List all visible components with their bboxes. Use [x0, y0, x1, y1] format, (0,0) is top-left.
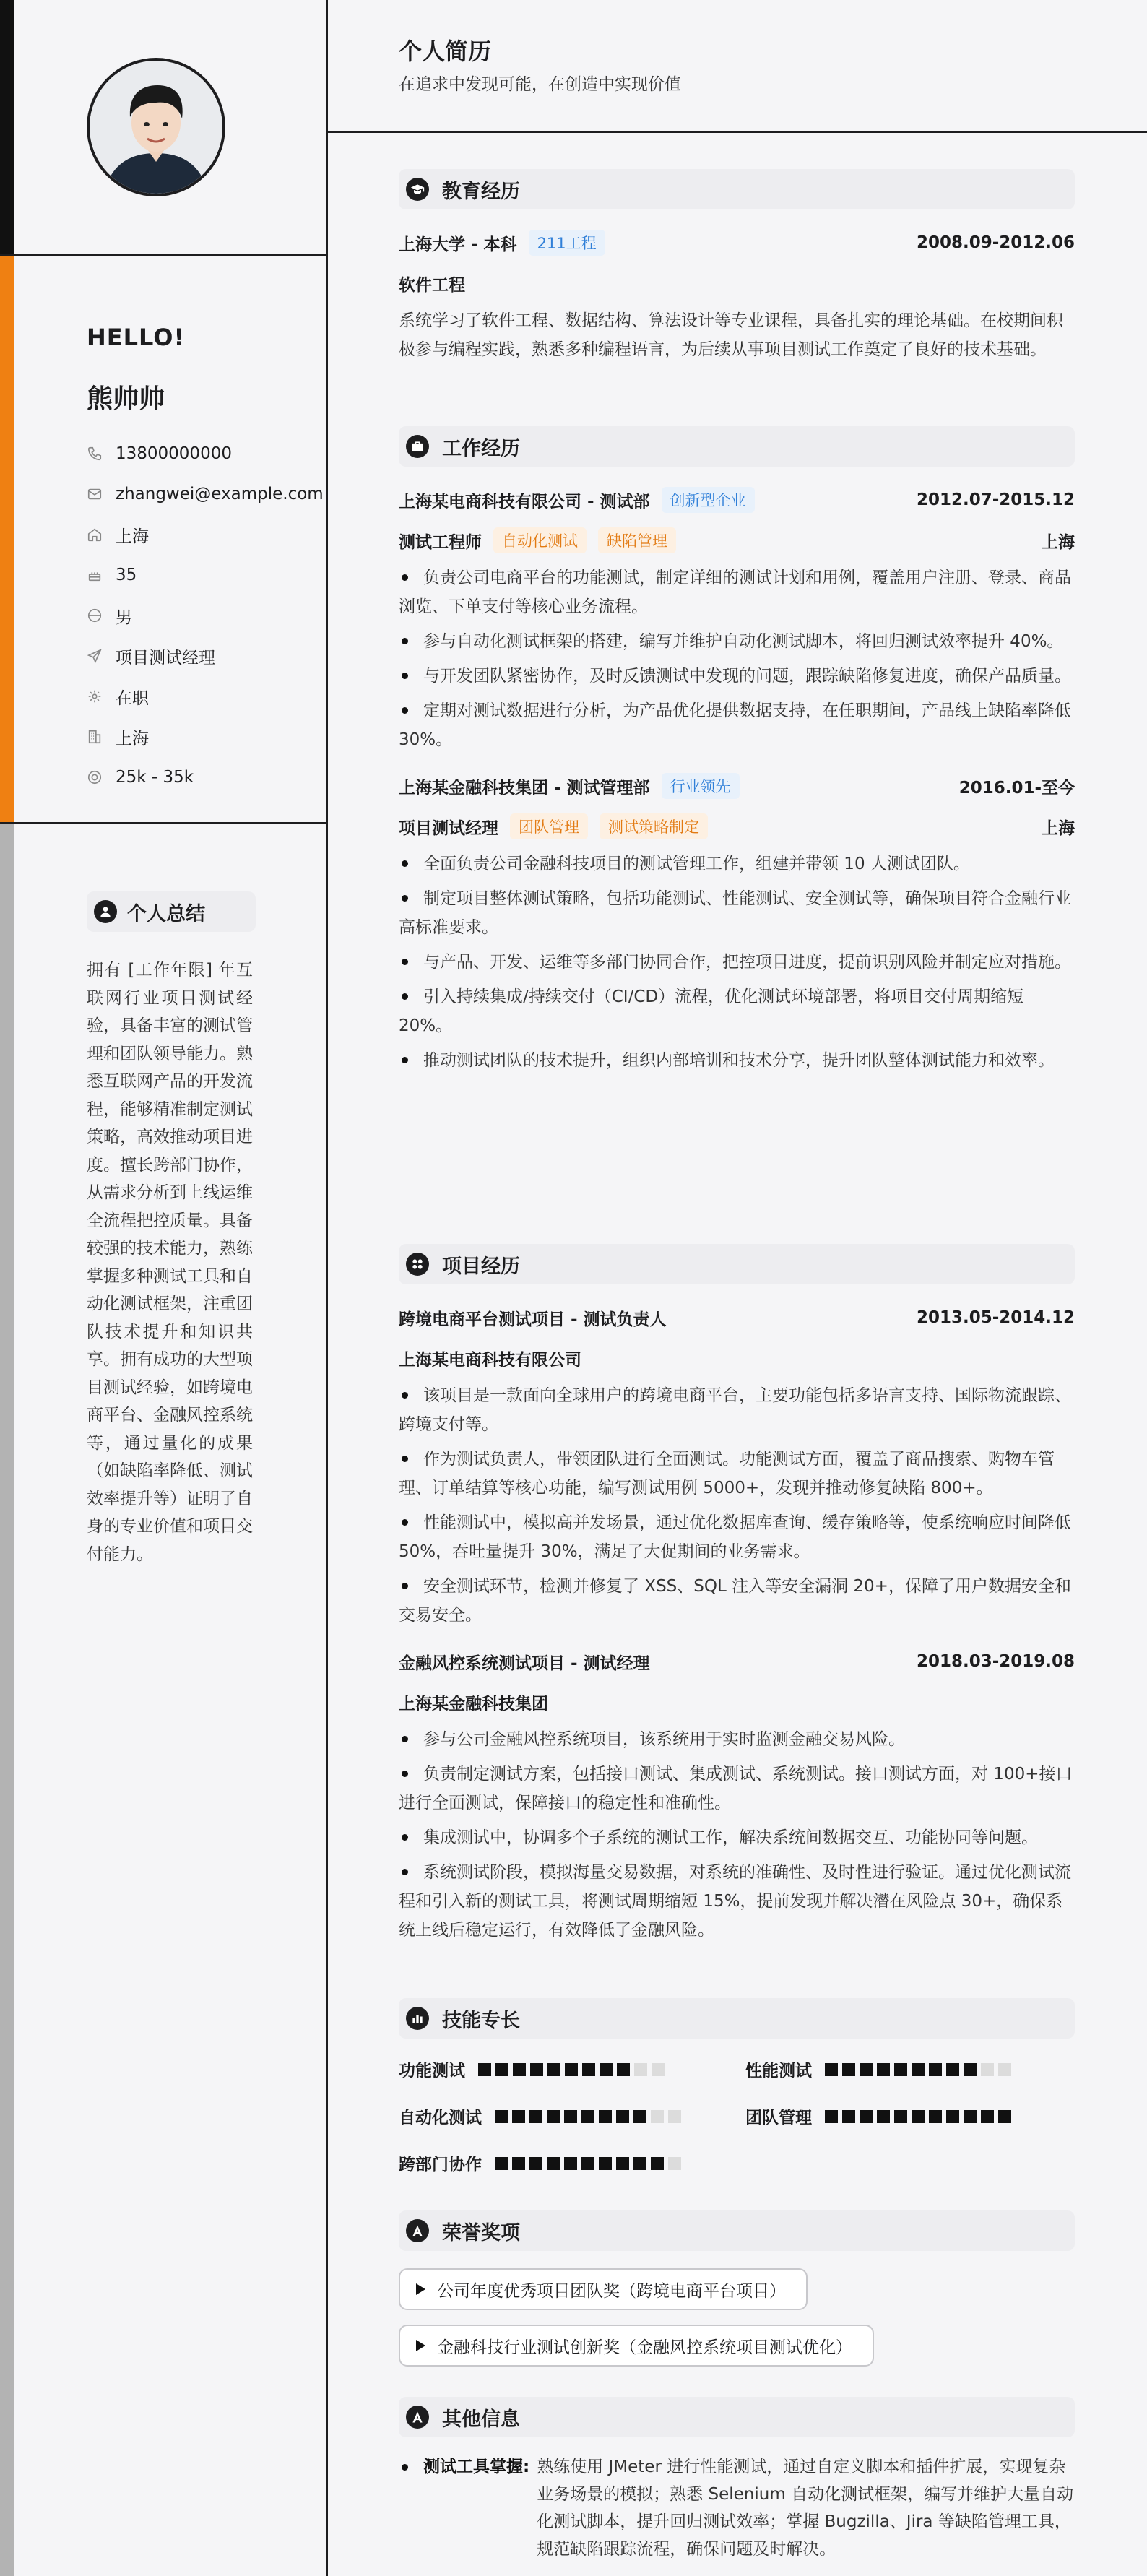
- project-header: [399, 1297, 1075, 1338]
- info-gender: [87, 595, 324, 636]
- skills-heading: [399, 1998, 1075, 2039]
- age-icon: [87, 567, 103, 583]
- briefcase-icon: [406, 435, 429, 458]
- skill-level-filled: [478, 2063, 491, 2076]
- skill-level-bar: [495, 2110, 685, 2123]
- school-name: 上海大学 - 本科: [399, 235, 517, 254]
- skill-level-filled: [929, 2110, 942, 2123]
- skill-level-filled: [495, 2157, 508, 2170]
- info-value: 35: [116, 566, 137, 584]
- skill-level-filled: [651, 2157, 664, 2170]
- other-heading: [399, 2397, 1075, 2437]
- job-period: 2012.07-2015.12: [916, 490, 1075, 509]
- skill-level-filled: [495, 2063, 508, 2076]
- skill-item: [745, 2104, 1075, 2128]
- skill-level-bar: [825, 2110, 1016, 2123]
- info-icon: [406, 2406, 429, 2429]
- sidebar: [0, 0, 328, 2576]
- skill-level-filled: [512, 2157, 525, 2170]
- info-value: 25k - 35k: [116, 768, 194, 787]
- page-subtitle: 在追求中发现可能，在创造中实现价值: [399, 75, 681, 94]
- major: 软件工程: [399, 275, 465, 295]
- skill-level-empty: [981, 2063, 994, 2076]
- contact-info-list: [87, 433, 324, 798]
- skill-level-filled: [547, 2110, 560, 2123]
- job-role: 测试工程师: [399, 532, 482, 552]
- hello-heading: HELLO!: [87, 324, 186, 351]
- section-title: 其他信息: [442, 2408, 520, 2431]
- project-header: [399, 1641, 1075, 1682]
- list-item: 安全测试环节，检测并修复了 XSS、SQL 注入等安全漏洞 20+，保障了用户数据安全和交易安全。: [399, 1572, 1075, 1630]
- skill-level-filled: [825, 2063, 838, 2076]
- company-tag: 创新型企业: [662, 487, 755, 513]
- skill-name: 自动化测试: [399, 2109, 482, 2127]
- skill-level-filled: [617, 2063, 630, 2076]
- skill-level-filled: [600, 2063, 613, 2076]
- job-header: [399, 480, 1075, 520]
- job-header: [399, 766, 1075, 806]
- education-section: [399, 169, 1075, 364]
- skill-level-filled: [912, 2063, 925, 2076]
- project-bullets: [399, 1725, 1075, 1945]
- role-tag: 团队管理: [510, 813, 588, 839]
- award-icon: [406, 2219, 429, 2242]
- skill-level-bar: [825, 2063, 1016, 2076]
- skill-level-empty: [634, 2063, 647, 2076]
- summary-heading: [87, 891, 256, 932]
- gender-icon: [87, 608, 103, 623]
- project-company: 上海某电商科技有限公司: [399, 1350, 581, 1370]
- skill-level-filled: [860, 2063, 873, 2076]
- skill-name: 团队管理: [745, 2109, 812, 2127]
- skill-level-filled: [981, 2110, 994, 2123]
- award-item[interactable]: [399, 2268, 808, 2310]
- skill-level-filled: [946, 2063, 959, 2076]
- project-name: 金融风控系统测试项目 - 测试经理: [399, 1654, 650, 1673]
- skill-level-filled: [894, 2063, 907, 2076]
- send-icon: [87, 648, 103, 664]
- skill-name: 功能测试: [399, 2062, 465, 2080]
- skill-level-filled: [581, 2157, 594, 2170]
- projects-section: [399, 1244, 1075, 1950]
- job-role: 项目测试经理: [399, 818, 498, 838]
- list-item: 定期对测试数据进行分析，为产品优化提供数据支持，在任职期间，产品线上缺陷率降低 30%。: [399, 696, 1075, 754]
- sidebar-stripe-black: [0, 0, 14, 254]
- list-item: 集成测试中，协调多个子系统的测试工作，解决系统间数据交互、功能协同等问题。: [399, 1823, 1075, 1852]
- play-icon: [416, 2283, 425, 2295]
- info-status: [87, 676, 324, 717]
- other-item: [399, 2453, 1075, 2563]
- skill-level-filled: [998, 2110, 1011, 2123]
- info-city: [87, 717, 324, 757]
- job-company: 上海某电商科技有限公司 - 测试部: [399, 492, 650, 511]
- project-company: 上海某金融科技集团: [399, 1694, 548, 1713]
- list-item: 参与公司金融风控系统项目，该系统用于实时监测金融交易风险。: [399, 1725, 1075, 1754]
- skills-section: [399, 1998, 1075, 2175]
- project-name: 跨境电商平台测试项目 - 测试负责人: [399, 1310, 667, 1329]
- skill-level-filled: [894, 2110, 907, 2123]
- list-item: 性能测试中，模拟高并发场景，通过优化数据库查询、缓存策略等，使系统响应时间降低 50%，吞吐量提升 30%，满足了大促期间的业务需求。: [399, 1508, 1075, 1566]
- list-item: 参与自动化测试框架的搭建，编写并维护自动化测试脚本，将回归测试效率提升 40%。: [399, 627, 1075, 656]
- other-value: 熟练使用 JMeter 进行性能测试，通过自定义脚本和插件扩展，实现复杂业务场景的模拟；熟悉 Selenium 自动化测试框架，编写并维护大量自动化测试脚本，提升回归测试效率；掌握 Bugzilla、Jira 等缺陷管理工具，规范缺陷跟踪流程，确保问题及时解决。: [537, 2458, 1074, 2559]
- info-value: 上海: [116, 527, 149, 546]
- page-title: 个人简历: [399, 38, 492, 65]
- info-value: 上海: [116, 729, 149, 748]
- skill-level-empty: [998, 2063, 1011, 2076]
- info-value: 项目测试经理: [116, 648, 215, 667]
- building-icon: [87, 729, 103, 745]
- job-company: 上海某金融科技集团 - 测试管理部: [399, 778, 650, 798]
- skill-level-filled: [877, 2063, 890, 2076]
- grid-icon: [406, 1253, 429, 1276]
- skill-level-filled: [564, 2110, 577, 2123]
- job-role-row: [399, 806, 1075, 847]
- info-value: zhangwei@example.com: [116, 485, 324, 503]
- avatar: [87, 58, 225, 196]
- list-item: 负责制定测试方案，包括接口测试、集成测试、系统测试。接口测试方面，对 100+接口进行全面测试，保障接口的稳定性和准确性。: [399, 1760, 1075, 1818]
- sidebar-divider: [0, 254, 328, 256]
- job-city: 上海: [1042, 818, 1075, 838]
- skill-level-filled: [512, 2110, 525, 2123]
- mail-icon: [87, 486, 103, 502]
- skill-level-filled: [530, 2063, 543, 2076]
- info-phone: [87, 433, 324, 474]
- skill-level-filled: [860, 2110, 873, 2123]
- candidate-name: 熊帅帅: [87, 384, 165, 414]
- skill-level-filled: [599, 2110, 612, 2123]
- skill-name: 跨部门协作: [399, 2156, 482, 2174]
- project-company-row: [399, 1682, 1075, 1722]
- sidebar-divider: [0, 822, 328, 824]
- skill-level-empty: [652, 2063, 665, 2076]
- education-description: 系统学习了软件工程、数据结构、算法设计等专业课程，具备扎实的理论基础。在校期间积极参与编程实践，熟悉多种编程语言，为后续从事项目测试工作奠定了良好的技术基础。: [399, 311, 1063, 359]
- section-title: 教育经历: [442, 180, 520, 203]
- skill-level-bar: [495, 2157, 685, 2170]
- info-value: 在职: [116, 688, 149, 708]
- job-city: 上海: [1042, 532, 1075, 552]
- role-tag: 缺陷管理: [598, 527, 676, 553]
- info-email: [87, 474, 324, 514]
- company-tag: 行业领先: [662, 773, 740, 799]
- section-title: 工作经历: [442, 437, 520, 460]
- summary-title: 个人总结: [127, 902, 205, 925]
- graduation-cap-icon: [406, 178, 429, 201]
- awards-section: [399, 2210, 1075, 2381]
- job-period: 2016.01-至今: [958, 778, 1075, 798]
- school-tag: 211工程: [529, 230, 605, 256]
- projects-heading: [399, 1244, 1075, 1284]
- sidebar-stripe-orange: [0, 254, 14, 822]
- list-item: 全面负责公司金融科技项目的测试管理工作，组建并带领 10 人测试团队。: [399, 850, 1075, 878]
- list-item: 推动测试团队的技术提升，组织内部培训和技术分享，提升团队整体测试能力和效率。: [399, 1046, 1075, 1075]
- skill-level-empty: [668, 2110, 681, 2123]
- user-icon: [94, 900, 117, 923]
- info-position: [87, 636, 324, 676]
- skill-level-filled: [495, 2110, 508, 2123]
- job-bullets: [399, 850, 1075, 1075]
- phone-icon: [87, 446, 103, 462]
- skill-item: [399, 2104, 745, 2128]
- skill-level-filled: [633, 2157, 646, 2170]
- skill-level-filled: [513, 2063, 526, 2076]
- skill-level-filled: [582, 2063, 595, 2076]
- skill-level-empty: [651, 2110, 664, 2123]
- skill-level-filled: [529, 2157, 542, 2170]
- skill-level-filled: [616, 2110, 629, 2123]
- info-location: [87, 514, 324, 555]
- list-item: 作为测试负责人，带领团队进行全面测试。功能测试方面，覆盖了商品搜索、购物车管理、订单结算等核心功能，编写测试用例 5000+，发现并推动修复缺陷 800+。: [399, 1445, 1075, 1503]
- award-label: 公司年度优秀项目团队奖（跨境电商平台项目）: [437, 2281, 786, 2301]
- awards-heading: [399, 2210, 1075, 2251]
- project-bullets: [399, 1381, 1075, 1630]
- list-item: 系统测试阶段，模拟海量交易数据，对系统的准确性、及时性进行验证。通过优化测试流程和引入新的测试工具，将测试周期缩短 15%，提前发现并解决潜在风险点 30+，确保系统上线后稳定运行，有效降低了金融风险。: [399, 1858, 1075, 1945]
- skill-level-filled: [581, 2110, 594, 2123]
- role-tag: 自动化测试: [493, 527, 587, 553]
- info-value: 13800000000: [116, 444, 232, 463]
- skill-level-filled: [825, 2110, 838, 2123]
- section-title: 技能专长: [442, 2009, 520, 2032]
- list-item: 制定项目整体测试策略，包括功能测试、性能测试、安全测试等，确保项目符合金融行业高标准要求。: [399, 884, 1075, 942]
- work-heading: [399, 426, 1075, 467]
- job-role-row: [399, 520, 1075, 561]
- project-period: 2013.05-2014.12: [916, 1308, 1075, 1327]
- skill-item: [399, 2151, 745, 2175]
- project-period: 2018.03-2019.08: [916, 1652, 1075, 1671]
- section-title: 项目经历: [442, 1255, 520, 1278]
- skill-level-filled: [929, 2063, 942, 2076]
- awards-list: [399, 2268, 1075, 2381]
- skill-level-filled: [842, 2063, 855, 2076]
- skill-level-filled: [547, 2063, 560, 2076]
- work-section: [399, 426, 1075, 1081]
- summary-text: 拥有 [工作年限] 年互联网行业项目测试经验，具备丰富的测试管理和团队领导能力。熟悉互联网产品的开发流程，能够精准制定测试策略，高效推动项目进度。擅长跨部门协作，从需求分析到上线运维全流程把控质量。具备较强的技术能力，熟练掌握多种测试工具和自动化测试框架，注重团队技术提升和知识共享。拥有成功的大型项目测试经验，如跨境电商平台、金融风控系统等，通过量化的成果（如缺陷率降低、测试效率提升等）证明了自身的专业价值和项目交付能力。: [87, 961, 253, 1564]
- award-label: 金融科技行业测试创新奖（金融风控系统项目测试优化）: [437, 2338, 852, 2357]
- skill-level-filled: [529, 2110, 542, 2123]
- section-title: 荣誉奖项: [442, 2221, 520, 2244]
- list-item: 与产品、开发、运维等多部门协同合作，把控项目进度，提前识别风险并制定应对措施。: [399, 948, 1075, 977]
- play-icon: [416, 2340, 425, 2351]
- skill-level-filled: [912, 2110, 925, 2123]
- skill-level-filled: [964, 2110, 977, 2123]
- status-icon: [87, 688, 103, 704]
- skill-level-bar: [478, 2063, 669, 2076]
- role-tag: 测试策略制定: [600, 813, 708, 839]
- skill-level-filled: [633, 2110, 646, 2123]
- education-period: 2008.09-2012.06: [916, 233, 1075, 252]
- skill-item: [745, 2057, 1075, 2081]
- sidebar-stripe-gray: [0, 822, 14, 2576]
- list-item: 与开发团队紧密协作，及时反馈测试中发现的问题，跟踪缺陷修复进度，确保产品质量。: [399, 662, 1075, 691]
- list-item: 该项目是一款面向全球用户的跨境电商平台，主要功能包括多语言支持、国际物流跟踪、跨境支付等。: [399, 1381, 1075, 1439]
- salary-icon: [87, 769, 103, 785]
- info-salary: [87, 757, 324, 798]
- project-company-row: [399, 1338, 1075, 1378]
- skill-level-filled: [877, 2110, 890, 2123]
- education-heading: [399, 169, 1075, 209]
- skill-level-filled: [616, 2157, 629, 2170]
- bar-chart-icon: [406, 2007, 429, 2030]
- skill-level-filled: [547, 2157, 560, 2170]
- skills-grid: [399, 2057, 1075, 2175]
- skill-level-filled: [842, 2110, 855, 2123]
- other-label: 测试工具掌握:: [399, 2453, 529, 2563]
- skill-level-filled: [564, 2157, 577, 2170]
- skill-level-filled: [565, 2063, 578, 2076]
- info-age: [87, 555, 324, 595]
- info-value: 男: [116, 608, 132, 627]
- list-item: 引入持续集成/持续交付（CI/CD）流程，优化测试环境部署，将项目交付周期缩短 20%。: [399, 982, 1075, 1040]
- education-row: [399, 222, 1075, 263]
- header-divider: [328, 131, 1147, 133]
- job-bullets: [399, 563, 1075, 754]
- skill-level-filled: [946, 2110, 959, 2123]
- list-item: 负责公司电商平台的功能测试，制定详细的测试计划和用例，覆盖用户注册、登录、商品浏览、下单支付等核心业务流程。: [399, 563, 1075, 621]
- major-row: [399, 263, 1075, 303]
- skill-item: [399, 2057, 745, 2081]
- skill-name: 性能测试: [745, 2062, 812, 2080]
- skill-level-filled: [964, 2063, 977, 2076]
- other-section: [399, 2397, 1075, 2563]
- skill-level-empty: [668, 2157, 681, 2170]
- award-item[interactable]: [399, 2325, 874, 2367]
- skill-level-filled: [599, 2157, 612, 2170]
- home-icon: [87, 527, 103, 543]
